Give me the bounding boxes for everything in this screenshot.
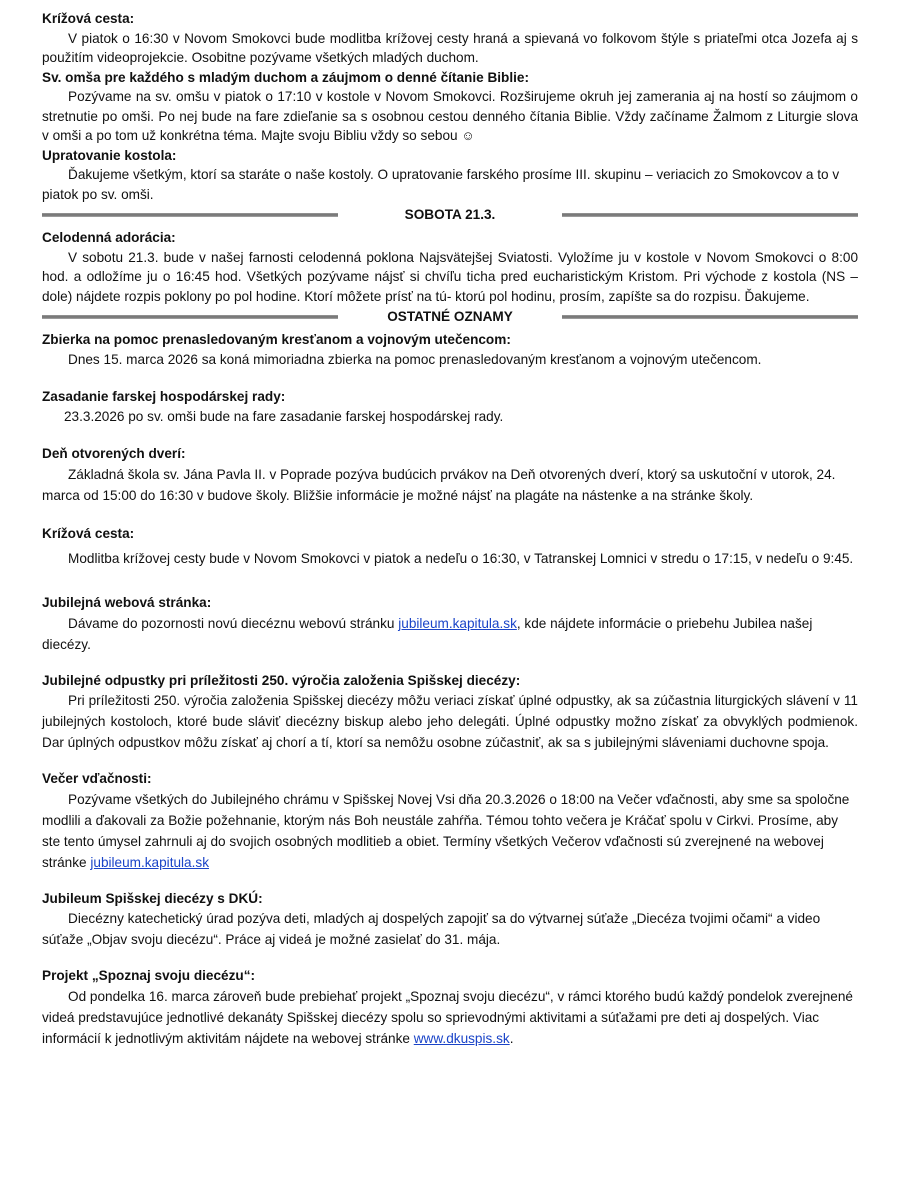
section-krizova-cesta-friday [42, 9, 858, 68]
section-odpustky [42, 671, 858, 754]
section-krizova-cesta-schedule [42, 524, 858, 572]
section-text [42, 613, 858, 655]
section-zbierka [42, 330, 858, 369]
divider-rule-left [42, 213, 338, 217]
section-projekt [42, 966, 858, 1049]
section-adoracia [42, 228, 858, 306]
section-vecer-vdacnosti [42, 769, 858, 873]
section-text-body: Pozývame na sv. omšu v piatok o 17:10 v kostole v Novom Smokovci. Rozširujeme okruh jej zamerania aj na hostí so záujmom o stretnutie po omši. Po nej bude na fare zdieľanie sa s osobnou cestou denného čítania Biblie. Vždy začíname Žalmom z Liturgie slova v omši a po tom už konkrétna téma. Majte svoju Bibliu vždy so sebou [42, 89, 858, 143]
text-segment: Dávame do pozornosti novú diecéznu webovú stránku [68, 615, 399, 631]
section-text: V piatok o 16:30 v Novom Smokovci bude modlitba krížovej cesty hraná a spievaná vo folkovom štýle s priateľmi otca Jozefa aj s použitím videoprojekcie. Osobitne pozývame všetkých mladých duchom. [42, 30, 858, 65]
section-text: Diecézny katechetický úrad pozýva deti, mladých aj dospelých zapojiť sa do výtvarnej súťaže „Diecéza tvojimi očami“ a video súťaže „Objav svoju diecézu“. Práce aj videá je možné zasielať do 31. mája. [42, 911, 821, 947]
smiley-icon: ☺ [461, 128, 475, 143]
section-text: Dnes 15. marca 2026 sa koná mimoriadna zbierka na pomoc prenasledovaným kresťanom a vojnovým utečencom. [68, 351, 762, 367]
section-title: Jubilejná webová stránka: [42, 595, 212, 610]
section-title: Upratovanie kostola: [42, 147, 177, 163]
section-title: Deň otvorených dverí: [42, 446, 186, 461]
divider-rule-right [562, 213, 858, 217]
section-jubileum-dku [42, 889, 858, 951]
section-title: Krížová cesta: [42, 11, 135, 26]
text-segment: , kde nájdete informácie o priebehu Jubilea našej diecézy. [42, 615, 813, 652]
section-text: Modlitba krížovej cesty bude v Novom Smokovci v piatok a nedeľu o 16:30, v Tatranskej Lomnici v stredu o 17:15, v nedeľu o 9:45. [68, 551, 854, 566]
section-title: Krížová cesta: [42, 525, 135, 541]
jubileum-link[interactable]: jubileum.kapitula.sk [90, 854, 209, 870]
section-upratovanie [42, 146, 858, 205]
divider-sobota [42, 205, 858, 225]
section-sv-omsa [42, 68, 858, 146]
jubileum-link[interactable]: jubileum.kapitula.sk [398, 615, 517, 631]
dkuspis-link[interactable]: www.dkuspis.sk [413, 1030, 510, 1046]
section-title: Sv. omša pre každého s mladým duchom a záujmom o denné čítanie Biblie: [42, 69, 529, 85]
divider-label: OSTATNÉ OZNAMY [387, 309, 513, 325]
section-title: Zasadanie farskej hospodárskej rady: [42, 389, 286, 404]
text-segment: . [509, 1030, 514, 1046]
section-title: Celodenná adorácia: [42, 230, 176, 245]
divider-ostatne-oznamy [42, 307, 858, 327]
section-den-otvorenych-dveri [42, 444, 858, 506]
section-text: Základná škola sv. Jána Pavla II. v Poprade pozýva budúcich prvákov na Deň otvorených dverí, ktorý sa uskutoční v utorok, 24. marca od 15:00 do 16:30 v budove školy. Bližšie informácie je možné nájsť na plagáte na nástenke a na stránke školy. [42, 466, 836, 503]
section-text: 23.3.2026 po sv. omši bude na fare zasadanie farskej hospodárskej rady. [64, 408, 504, 424]
section-text: Pri príležitosti 250. výročia založenia Spišskej diecézy môžu veriaci získať úplné odpustky, ak sa zúčastnia liturgických slávení v 11 jubilejných kostoloch, ktoré bude sláviť diecézny biskup alebo jeho delegáti. Úplné odpustky možno získať za obvyklých podmienok. Dar úplných odpustkov môžu získať aj chorí a tí, ktorí sa nemôžu osobne zúčastniť, ak sa s jubilejnými sláveniami duchovne spoja. [42, 693, 858, 750]
section-jubilejna-stranka [42, 593, 858, 655]
text-segment: Pozývame všetkých do Jubilejného chrámu v Spišskej Novej Vsi dňa 20.3.2026 o 18:00 na Večer vďačnosti, aby sme sa spoločne modlili a ďakovali za Božie požehnanie, ktorým nás Boh neustále zahŕňa. Témou tohto večera je Kráčať spolu v Cirkvi. Prosíme, aby ste tento úmysel zahrnuli aj do svojich osobných modlitieb a obiet. Termíny všetkých Večerov vďačnosti sú zverejnené na webovej stránke [42, 791, 850, 870]
section-text [42, 986, 858, 1049]
section-title: Večer vďačnosti: [42, 771, 152, 786]
section-title: Jubilejné odpustky pri príležitosti 250. výročia založenia Spišskej diecézy: [42, 672, 521, 688]
divider-label: SOBOTA 21.3. [404, 207, 496, 223]
section-text [42, 789, 858, 873]
section-text [42, 87, 858, 146]
section-title: Zbierka na pomoc prenasledovaným kresťanom a vojnovým utečencom: [42, 332, 511, 347]
section-title: Jubileum Spišskej diecézy s DKÚ: [42, 890, 263, 906]
section-text: Ďakujeme všetkým, ktorí sa staráte o naše kostoly. O upratovanie farského prosíme III. skupinu – veriacich zo Smokovcov a to v piatok po sv. omši. [42, 167, 840, 202]
divider-rule-left [42, 315, 338, 319]
section-title: Projekt „Spoznaj svoju diecézu“: [42, 968, 256, 983]
section-text: V sobotu 21.3. bude v našej farnosti celodenná poklona Najsvätejšej Sviatosti. Vyložíme ju v kostole v Novom Smokovci o 8:00 hod. a odložíme ju o 16:45 hod. Všetkých pozývame nájsť si chvíľu ticha pred eucharistickým Kristom. Pri východe z kostola (NS – dole) nájdete rozpis poklony po pol hodine. Ktorí môžete prísť na tú- ktorú pol hodinu, prosím, zapíšte sa do rozpisu. Ďakujeme. [42, 249, 858, 304]
section-zasadanie [42, 387, 858, 426]
text-segment: Od pondelka 16. marca zároveň bude prebiehať projekt „Spoznaj svoju diecézu“, v rámci ktorého budú každý pondelok zverejnené videá predstavujúce jednotlivé dekanáty Spišskej diecézy spolu so sprievodnými aktivitami a súťažami pre deti aj dospelých. Viac informácií k jednotlivým aktivitám nájdete na webovej stránke [42, 988, 853, 1046]
divider-rule-right [562, 315, 858, 319]
